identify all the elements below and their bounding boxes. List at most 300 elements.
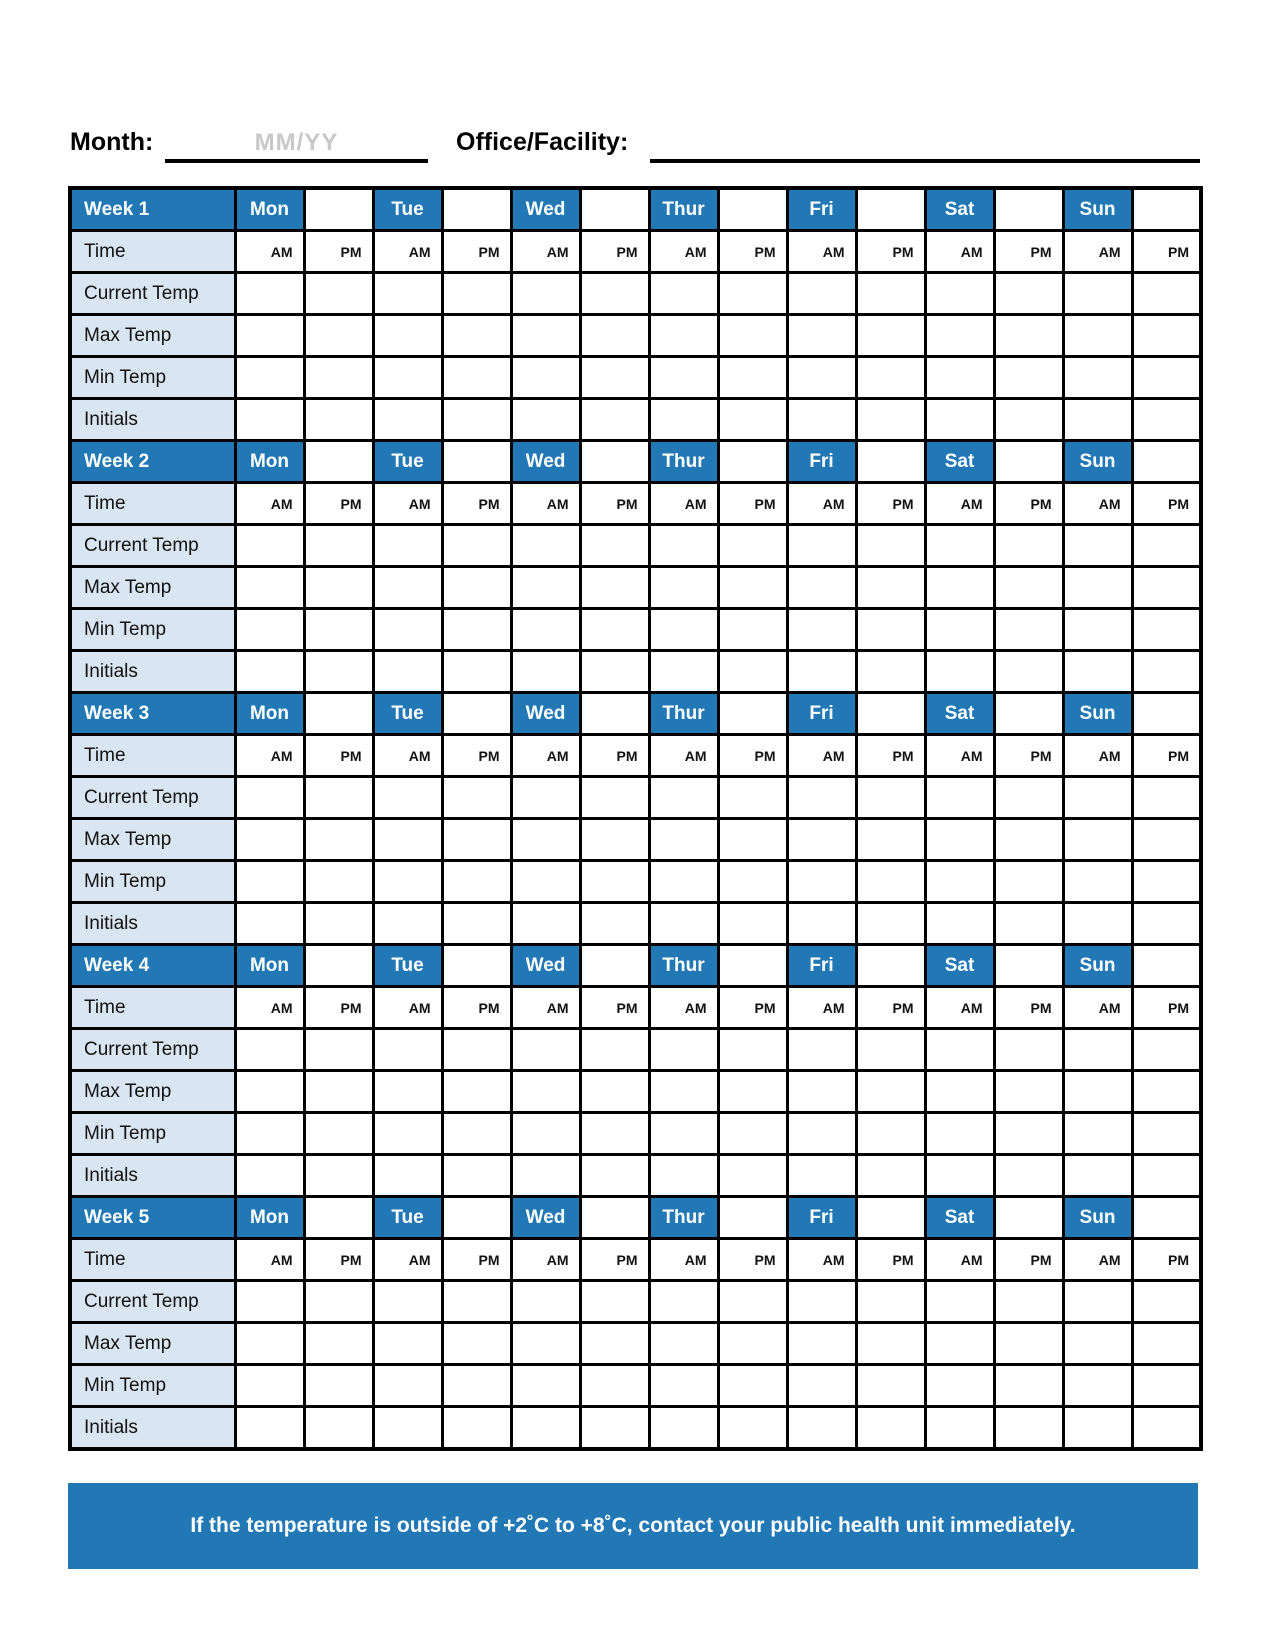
- min-temp-entry-cell[interactable]: [856, 861, 925, 903]
- max-temp-entry-cell[interactable]: [994, 1323, 1063, 1365]
- max-temp-entry-cell[interactable]: [1132, 567, 1201, 609]
- max-temp-entry-cell[interactable]: [1132, 819, 1201, 861]
- initials-entry-cell[interactable]: [1132, 399, 1201, 441]
- initials-entry-cell[interactable]: [373, 1407, 442, 1450]
- initials-entry-cell[interactable]: [856, 651, 925, 693]
- current-temp-entry-cell[interactable]: [235, 777, 304, 819]
- initials-entry-cell[interactable]: [1063, 651, 1132, 693]
- max-temp-entry-cell[interactable]: [511, 567, 580, 609]
- initials-entry-cell[interactable]: [373, 903, 442, 945]
- current-temp-entry-cell[interactable]: [856, 1281, 925, 1323]
- current-temp-entry-cell[interactable]: [511, 1029, 580, 1071]
- initials-entry-cell[interactable]: [442, 1155, 511, 1197]
- initials-entry-cell[interactable]: [787, 1155, 856, 1197]
- current-temp-entry-cell[interactable]: [787, 777, 856, 819]
- initials-entry-cell[interactable]: [925, 903, 994, 945]
- current-temp-entry-cell[interactable]: [304, 777, 373, 819]
- min-temp-entry-cell[interactable]: [511, 1365, 580, 1407]
- max-temp-entry-cell[interactable]: [511, 315, 580, 357]
- current-temp-entry-cell[interactable]: [235, 525, 304, 567]
- max-temp-entry-cell[interactable]: [994, 315, 1063, 357]
- current-temp-entry-cell[interactable]: [304, 525, 373, 567]
- current-temp-entry-cell[interactable]: [1063, 1029, 1132, 1071]
- initials-entry-cell[interactable]: [235, 1407, 304, 1450]
- pm-header-mon: PM: [304, 483, 373, 525]
- max-temp-entry-cell[interactable]: [580, 567, 649, 609]
- min-temp-entry-cell[interactable]: [994, 861, 1063, 903]
- max-temp-entry-cell[interactable]: [373, 1323, 442, 1365]
- current-temp-entry-cell[interactable]: [787, 1029, 856, 1071]
- min-temp-entry-cell[interactable]: [304, 357, 373, 399]
- min-temp-entry-cell[interactable]: [787, 609, 856, 651]
- initials-entry-cell[interactable]: [994, 651, 1063, 693]
- min-temp-entry-cell[interactable]: [373, 357, 442, 399]
- month-input-line[interactable]: [165, 159, 428, 163]
- max-temp-entry-cell[interactable]: [1132, 315, 1201, 357]
- current-temp-entry-cell[interactable]: [994, 273, 1063, 315]
- current-temp-entry-cell[interactable]: [373, 777, 442, 819]
- max-temp-entry-cell[interactable]: [787, 567, 856, 609]
- initials-entry-cell[interactable]: [304, 399, 373, 441]
- current-temp-entry-cell[interactable]: [304, 1281, 373, 1323]
- current-temp-entry-cell[interactable]: [580, 273, 649, 315]
- current-temp-entry-cell[interactable]: [787, 1281, 856, 1323]
- max-temp-entry-cell[interactable]: [856, 567, 925, 609]
- current-temp-entry-cell[interactable]: [1063, 1281, 1132, 1323]
- current-temp-entry-cell[interactable]: [442, 525, 511, 567]
- current-temp-entry-cell[interactable]: [442, 1029, 511, 1071]
- max-temp-entry-cell[interactable]: [1063, 567, 1132, 609]
- initials-entry-cell[interactable]: [994, 1407, 1063, 1450]
- max-temp-entry-cell[interactable]: [787, 315, 856, 357]
- current-temp-entry-cell[interactable]: [1063, 777, 1132, 819]
- initials-entry-cell[interactable]: [304, 903, 373, 945]
- min-temp-entry-cell[interactable]: [718, 357, 787, 399]
- current-temp-entry-cell[interactable]: [856, 525, 925, 567]
- current-temp-entry-cell[interactable]: [856, 1029, 925, 1071]
- max-temp-entry-cell[interactable]: [925, 819, 994, 861]
- current-temp-entry-cell[interactable]: [304, 273, 373, 315]
- initials-entry-cell[interactable]: [1063, 1407, 1132, 1450]
- current-temp-entry-cell[interactable]: [511, 525, 580, 567]
- max-temp-entry-cell[interactable]: [304, 819, 373, 861]
- min-temp-entry-cell[interactable]: [856, 1113, 925, 1155]
- initials-entry-cell[interactable]: [856, 399, 925, 441]
- current-temp-entry-cell[interactable]: [1132, 1281, 1201, 1323]
- office-facility-input-line[interactable]: [650, 159, 1200, 163]
- min-temp-entry-cell[interactable]: [787, 861, 856, 903]
- initials-entry-cell[interactable]: [1132, 1155, 1201, 1197]
- min-temp-entry-cell[interactable]: [235, 861, 304, 903]
- min-temp-entry-cell[interactable]: [511, 609, 580, 651]
- min-temp-entry-cell[interactable]: [994, 609, 1063, 651]
- initials-entry-cell[interactable]: [511, 399, 580, 441]
- max-temp-entry-cell[interactable]: [787, 819, 856, 861]
- current-temp-entry-cell[interactable]: [373, 1029, 442, 1071]
- min-temp-entry-cell[interactable]: [511, 1113, 580, 1155]
- max-temp-entry-cell[interactable]: [304, 567, 373, 609]
- max-temp-entry-cell[interactable]: [442, 567, 511, 609]
- min-temp-entry-cell[interactable]: [304, 609, 373, 651]
- min-temp-entry-cell[interactable]: [649, 1365, 718, 1407]
- max-temp-entry-cell[interactable]: [580, 819, 649, 861]
- current-temp-entry-cell[interactable]: [1132, 525, 1201, 567]
- max-temp-entry-cell[interactable]: [787, 1323, 856, 1365]
- current-temp-entry-cell[interactable]: [580, 1281, 649, 1323]
- current-temp-entry-cell[interactable]: [994, 525, 1063, 567]
- max-temp-entry-cell[interactable]: [718, 1071, 787, 1113]
- min-temp-entry-cell[interactable]: [925, 357, 994, 399]
- min-temp-entry-cell[interactable]: [856, 609, 925, 651]
- current-temp-entry-cell[interactable]: [925, 1281, 994, 1323]
- min-temp-entry-cell[interactable]: [580, 861, 649, 903]
- current-temp-entry-cell[interactable]: [373, 273, 442, 315]
- initials-entry-cell[interactable]: [1063, 399, 1132, 441]
- min-temp-entry-cell[interactable]: [925, 1113, 994, 1155]
- pm-header-wed: PM: [580, 483, 649, 525]
- current-temp-entry-cell[interactable]: [580, 777, 649, 819]
- min-temp-entry-cell[interactable]: [718, 1113, 787, 1155]
- am-header-sat: AM: [925, 735, 994, 777]
- max-temp-entry-cell[interactable]: [580, 315, 649, 357]
- day-header-tue: Tue: [373, 693, 442, 735]
- initials-entry-cell[interactable]: [1063, 1155, 1132, 1197]
- initials-entry-cell[interactable]: [304, 1407, 373, 1450]
- max-temp-entry-cell[interactable]: [994, 1071, 1063, 1113]
- min-temp-entry-cell[interactable]: [925, 861, 994, 903]
- initials-entry-cell[interactable]: [925, 1407, 994, 1450]
- initials-entry-cell[interactable]: [994, 903, 1063, 945]
- min-temp-entry-cell[interactable]: [235, 357, 304, 399]
- min-temp-entry-cell[interactable]: [373, 861, 442, 903]
- min-temp-entry-cell[interactable]: [856, 1365, 925, 1407]
- current-temp-entry-cell[interactable]: [511, 273, 580, 315]
- initials-entry-cell[interactable]: [511, 903, 580, 945]
- current-temp-entry-cell[interactable]: [1063, 273, 1132, 315]
- max-temp-entry-cell[interactable]: [925, 315, 994, 357]
- initials-entry-cell[interactable]: [235, 1155, 304, 1197]
- current-temp-entry-cell[interactable]: [994, 1029, 1063, 1071]
- current-temp-entry-cell[interactable]: [649, 273, 718, 315]
- max-temp-entry-cell[interactable]: [1063, 315, 1132, 357]
- initials-entry-cell[interactable]: [925, 399, 994, 441]
- min-temp-entry-cell[interactable]: [1132, 357, 1201, 399]
- initials-entry-cell[interactable]: [442, 399, 511, 441]
- initials-entry-cell[interactable]: [787, 1407, 856, 1450]
- max-temp-entry-cell[interactable]: [304, 315, 373, 357]
- current-temp-entry-cell[interactable]: [649, 1029, 718, 1071]
- initials-entry-cell[interactable]: [718, 1155, 787, 1197]
- max-temp-entry-cell[interactable]: [511, 1323, 580, 1365]
- min-temp-entry-cell[interactable]: [373, 1113, 442, 1155]
- initials-entry-cell[interactable]: [856, 1155, 925, 1197]
- initials-entry-cell[interactable]: [649, 399, 718, 441]
- max-temp-entry-cell[interactable]: [235, 567, 304, 609]
- week-label: Week 3: [70, 693, 235, 735]
- current-temp-entry-cell[interactable]: [235, 1029, 304, 1071]
- current-temp-entry-cell[interactable]: [718, 777, 787, 819]
- max-temp-entry-cell[interactable]: [511, 819, 580, 861]
- max-temp-entry-cell[interactable]: [856, 1323, 925, 1365]
- min-temp-entry-cell[interactable]: [1063, 609, 1132, 651]
- current-temp-entry-cell[interactable]: [442, 273, 511, 315]
- min-temp-entry-cell[interactable]: [649, 861, 718, 903]
- pm-header-sun: PM: [1132, 735, 1201, 777]
- current-temp-entry-cell[interactable]: [994, 777, 1063, 819]
- max-temp-entry-cell[interactable]: [1063, 1071, 1132, 1113]
- current-temp-entry-cell[interactable]: [925, 273, 994, 315]
- min-temp-entry-cell[interactable]: [649, 1113, 718, 1155]
- min-temp-entry-cell[interactable]: [1063, 357, 1132, 399]
- initials-entry-cell[interactable]: [1063, 903, 1132, 945]
- max-temp-entry-cell[interactable]: [1063, 1323, 1132, 1365]
- initials-entry-cell[interactable]: [580, 651, 649, 693]
- initials-entry-cell[interactable]: [994, 1155, 1063, 1197]
- day-header-gap-cell: [856, 1197, 925, 1239]
- initials-entry-cell[interactable]: [787, 903, 856, 945]
- current-temp-entry-cell[interactable]: [787, 273, 856, 315]
- current-temp-entry-cell[interactable]: [925, 525, 994, 567]
- initials-entry-cell[interactable]: [718, 903, 787, 945]
- current-temp-entry-cell[interactable]: [649, 1281, 718, 1323]
- current-temp-entry-cell[interactable]: [718, 525, 787, 567]
- current-temp-entry-cell[interactable]: [235, 273, 304, 315]
- current-temp-entry-cell[interactable]: [304, 1029, 373, 1071]
- max-temp-entry-cell[interactable]: [925, 567, 994, 609]
- min-temp-entry-cell[interactable]: [373, 1365, 442, 1407]
- current-temp-entry-cell[interactable]: [925, 777, 994, 819]
- min-temp-entry-cell[interactable]: [787, 1113, 856, 1155]
- initials-entry-cell[interactable]: [442, 903, 511, 945]
- initials-entry-cell[interactable]: [1132, 1407, 1201, 1450]
- min-temp-entry-cell[interactable]: [511, 357, 580, 399]
- initials-entry-cell[interactable]: [925, 1155, 994, 1197]
- min-temp-entry-cell[interactable]: [304, 1113, 373, 1155]
- initials-entry-cell[interactable]: [718, 651, 787, 693]
- min-temp-entry-cell[interactable]: [442, 1365, 511, 1407]
- min-temp-entry-cell[interactable]: [580, 1365, 649, 1407]
- current-temp-entry-cell[interactable]: [442, 777, 511, 819]
- day-header-gap-cell: [1132, 1197, 1201, 1239]
- min-temp-entry-cell[interactable]: [373, 609, 442, 651]
- max-temp-entry-cell[interactable]: [511, 1071, 580, 1113]
- max-temp-entry-cell[interactable]: [1132, 1071, 1201, 1113]
- max-temp-entry-cell[interactable]: [649, 1071, 718, 1113]
- min-temp-entry-cell[interactable]: [1132, 1113, 1201, 1155]
- initials-entry-cell[interactable]: [649, 903, 718, 945]
- min-temp-entry-cell[interactable]: [718, 609, 787, 651]
- min-temp-entry-cell[interactable]: [994, 357, 1063, 399]
- time-row-label: Time: [70, 987, 235, 1029]
- day-header-gap-cell: [442, 945, 511, 987]
- current-temp-entry-cell[interactable]: [718, 1281, 787, 1323]
- max-temp-entry-cell[interactable]: [994, 819, 1063, 861]
- min-temp-entry-cell[interactable]: [718, 861, 787, 903]
- initials-entry-cell[interactable]: [373, 1155, 442, 1197]
- max-temp-entry-cell[interactable]: [373, 315, 442, 357]
- initials-entry-cell[interactable]: [1132, 903, 1201, 945]
- current-temp-entry-cell[interactable]: [718, 273, 787, 315]
- max-temp-entry-cell[interactable]: [442, 819, 511, 861]
- min-temp-entry-cell[interactable]: [442, 861, 511, 903]
- initials-entry-cell[interactable]: [442, 1407, 511, 1450]
- min-temp-entry-cell[interactable]: [994, 1365, 1063, 1407]
- current-temp-entry-cell[interactable]: [925, 1029, 994, 1071]
- day-header-sun: Sun: [1063, 188, 1132, 231]
- day-header-gap-cell: [304, 945, 373, 987]
- max-temp-entry-cell[interactable]: [235, 1323, 304, 1365]
- current-temp-entry-cell[interactable]: [373, 525, 442, 567]
- initials-entry-cell[interactable]: [649, 1155, 718, 1197]
- current-temp-entry-cell[interactable]: [994, 1281, 1063, 1323]
- initials-entry-cell[interactable]: [373, 651, 442, 693]
- max-temp-entry-cell[interactable]: [925, 1323, 994, 1365]
- initials-entry-cell[interactable]: [925, 651, 994, 693]
- initials-entry-cell[interactable]: [787, 651, 856, 693]
- current-temp-entry-cell[interactable]: [1132, 1029, 1201, 1071]
- min-temp-entry-cell[interactable]: [787, 357, 856, 399]
- initials-entry-cell[interactable]: [994, 399, 1063, 441]
- max-temp-entry-cell[interactable]: [580, 1323, 649, 1365]
- initials-entry-cell[interactable]: [511, 651, 580, 693]
- max-temp-entry-cell[interactable]: [304, 1323, 373, 1365]
- min-temp-entry-cell[interactable]: [442, 609, 511, 651]
- current-temp-entry-cell[interactable]: [511, 777, 580, 819]
- max-temp-entry-cell[interactable]: [925, 1071, 994, 1113]
- initials-entry-cell[interactable]: [442, 651, 511, 693]
- min-temp-entry-cell[interactable]: [235, 609, 304, 651]
- current-temp-entry-cell[interactable]: [1132, 777, 1201, 819]
- initials-entry-cell[interactable]: [511, 1407, 580, 1450]
- initials-entry-cell[interactable]: [580, 1155, 649, 1197]
- current-temp-entry-cell[interactable]: [787, 525, 856, 567]
- max-temp-entry-cell[interactable]: [580, 1071, 649, 1113]
- max-temp-entry-cell[interactable]: [235, 1071, 304, 1113]
- initials-entry-cell[interactable]: [718, 399, 787, 441]
- min-temp-entry-cell[interactable]: [235, 1365, 304, 1407]
- current-temp-entry-cell[interactable]: [649, 525, 718, 567]
- max-temp-entry-cell[interactable]: [718, 567, 787, 609]
- min-temp-entry-cell[interactable]: [1063, 1113, 1132, 1155]
- current-temp-entry-cell[interactable]: [649, 777, 718, 819]
- min-temp-entry-cell[interactable]: [925, 1365, 994, 1407]
- day-header-gap-cell: [580, 1197, 649, 1239]
- current-temp-entry-cell[interactable]: [511, 1281, 580, 1323]
- max-temp-entry-cell[interactable]: [649, 1323, 718, 1365]
- current-temp-entry-cell[interactable]: [718, 1029, 787, 1071]
- current-temp-entry-cell[interactable]: [1132, 273, 1201, 315]
- max-temp-entry-cell[interactable]: [442, 1323, 511, 1365]
- initials-entry-cell[interactable]: [580, 1407, 649, 1450]
- min-temp-entry-cell[interactable]: [925, 609, 994, 651]
- min-temp-entry-cell[interactable]: [649, 357, 718, 399]
- current-temp-entry-cell[interactable]: [373, 1281, 442, 1323]
- max-temp-entry-cell[interactable]: [649, 819, 718, 861]
- min-temp-entry-cell[interactable]: [1132, 861, 1201, 903]
- initials-entry-cell[interactable]: [649, 1407, 718, 1450]
- max-temp-entry-cell[interactable]: [787, 1071, 856, 1113]
- max-temp-entry-cell[interactable]: [373, 819, 442, 861]
- initials-entry-cell[interactable]: [373, 399, 442, 441]
- initials-entry-cell[interactable]: [787, 399, 856, 441]
- min-temp-entry-cell[interactable]: [649, 609, 718, 651]
- min-temp-entry-cell[interactable]: [1063, 861, 1132, 903]
- min-temp-entry-cell[interactable]: [718, 1365, 787, 1407]
- initials-entry-cell[interactable]: [856, 903, 925, 945]
- min-temp-entry-cell[interactable]: [511, 861, 580, 903]
- current-temp-entry-cell[interactable]: [442, 1281, 511, 1323]
- max-temp-entry-cell[interactable]: [718, 819, 787, 861]
- pm-header-wed: PM: [580, 231, 649, 273]
- min-temp-entry-cell[interactable]: [1063, 1365, 1132, 1407]
- pm-header-sat: PM: [994, 987, 1063, 1029]
- min-temp-entry-cell[interactable]: [235, 1113, 304, 1155]
- max-temp-entry-cell[interactable]: [994, 567, 1063, 609]
- initials-entry-cell[interactable]: [580, 399, 649, 441]
- max-temp-entry-cell[interactable]: [1063, 819, 1132, 861]
- max-temp-entry-cell[interactable]: [718, 315, 787, 357]
- initials-entry-cell[interactable]: [235, 651, 304, 693]
- min-temp-entry-cell[interactable]: [580, 609, 649, 651]
- max-temp-entry-cell[interactable]: [649, 567, 718, 609]
- current-temp-entry-cell[interactable]: [856, 273, 925, 315]
- week-label: Week 4: [70, 945, 235, 987]
- max-temp-entry-cell[interactable]: [373, 567, 442, 609]
- initials-entry-cell[interactable]: [235, 399, 304, 441]
- initials-entry-cell[interactable]: [304, 1155, 373, 1197]
- max-temp-entry-cell[interactable]: [373, 1071, 442, 1113]
- initials-entry-cell[interactable]: [856, 1407, 925, 1450]
- max-temp-entry-cell[interactable]: [856, 315, 925, 357]
- min-temp-entry-cell[interactable]: [442, 1113, 511, 1155]
- max-temp-entry-cell[interactable]: [649, 315, 718, 357]
- current-temp-entry-cell[interactable]: [580, 525, 649, 567]
- max-temp-entry-cell[interactable]: [304, 1071, 373, 1113]
- initials-entry-cell[interactable]: [511, 1155, 580, 1197]
- max-temp-entry-cell[interactable]: [235, 315, 304, 357]
- min-temp-row-label: Min Temp: [70, 861, 235, 903]
- initials-entry-cell[interactable]: [580, 903, 649, 945]
- initials-entry-cell[interactable]: [718, 1407, 787, 1450]
- max-temp-entry-cell[interactable]: [442, 1071, 511, 1113]
- min-temp-entry-cell[interactable]: [304, 1365, 373, 1407]
- current-temp-entry-cell[interactable]: [1063, 525, 1132, 567]
- min-temp-entry-cell[interactable]: [856, 357, 925, 399]
- min-temp-entry-cell[interactable]: [1132, 1365, 1201, 1407]
- min-temp-entry-cell[interactable]: [994, 1113, 1063, 1155]
- max-temp-entry-cell[interactable]: [442, 315, 511, 357]
- initials-entry-cell[interactable]: [235, 903, 304, 945]
- am-header-wed: AM: [511, 987, 580, 1029]
- min-temp-entry-cell[interactable]: [304, 861, 373, 903]
- max-temp-entry-cell[interactable]: [235, 819, 304, 861]
- current-temp-entry-cell[interactable]: [580, 1029, 649, 1071]
- min-temp-entry-cell[interactable]: [787, 1365, 856, 1407]
- min-temp-entry-cell[interactable]: [442, 357, 511, 399]
- initials-entry-cell[interactable]: [649, 651, 718, 693]
- max-temp-entry-cell[interactable]: [856, 1071, 925, 1113]
- initials-entry-cell[interactable]: [1132, 651, 1201, 693]
- max-temp-entry-cell[interactable]: [856, 819, 925, 861]
- max-temp-entry-cell[interactable]: [718, 1323, 787, 1365]
- initials-entry-cell[interactable]: [304, 651, 373, 693]
- current-temp-entry-cell[interactable]: [856, 777, 925, 819]
- min-temp-entry-cell[interactable]: [1132, 609, 1201, 651]
- min-temp-entry-cell[interactable]: [580, 1113, 649, 1155]
- current-temp-entry-cell[interactable]: [235, 1281, 304, 1323]
- max-temp-entry-cell[interactable]: [1132, 1323, 1201, 1365]
- min-temp-entry-cell[interactable]: [580, 357, 649, 399]
